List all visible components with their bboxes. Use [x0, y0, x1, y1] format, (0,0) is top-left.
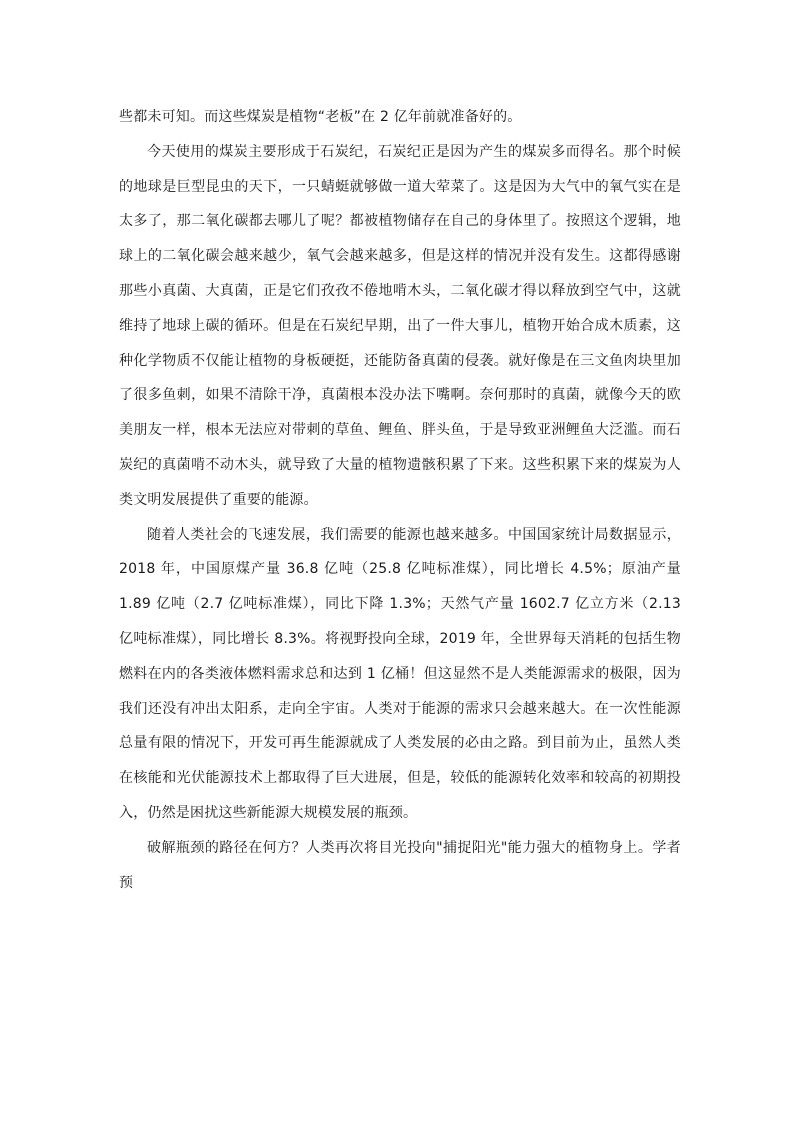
paragraph-2: 今天使用的煤炭主要形成于石炭纪，石炭纪正是因为产生的煤炭多而得名。那个时候的地球是巨型昆虫的天下，一只蜻蜓就够做一道大荤菜了。这是因为大气中的氧气实在是太多了，那二氧化碳都去哪儿了呢？都被植物储存在自己的身体里了。按照这个逻辑，地球上的二氧化碳会越来越少，氧气会越来越多，但是这样的情况并没有发生。这都得感谢那些小真菌、大真菌，正是它们孜孜不倦地啃木头，二氧化碳才得以释放到空气中，这就维持了地球上碳的循环。但是在石炭纪早期，出了一件大事儿，植物开始合成木质素，这种化学物质不仅能让植物的身板硬挺，还能防备真菌的侵袭。就好像是在三文鱼肉块里加了很多鱼刺，如果不清除干净，真菌根本没办法下嘴啊。奈何那时的真菌，就像今天的欧美朋友一样，根本无法应对带刺的草鱼、鲤鱼、胖头鱼，于是导致亚洲鲤鱼大泛滥。而石炭纪的真菌啃不动木头，就导致了大量的植物遗骸积累了下来。这些积累下来的煤炭为人类文明发展提供了重要的能源。: [119, 143, 681, 508]
paragraph-3: 随着人类社会的飞速发展，我们需要的能源也越来越多。中国国家统计局数据显示，2018 年，中国原煤产量 36.8 亿吨（25.8 亿吨标准煤），同比增长 4.5%；原油产量 1.89 亿吨（2.7 亿吨标准煤），同比下降 1.3%；天然气产量 1602.7 亿立方米（2.13 亿吨标准煤），同比增长 8.3%。将视野投向全球，2019 年，全世界每天消耗的包括生物燃料在内的各类液体燃料需求总和达到 1 亿桶！但这显然不是人类能源需求的极限，因为我们还没有冲出太阳系，走向全宇宙。人类对于能源的需求只会越来越大。在一次性能源总量有限的情况下，开发可再生能源就成了人类发展的必由之路。到目前为止，虽然人类在核能和光伏能源技术上都取得了巨大进展，但是，较低的能源转化效率和较高的初期投入，仍然是困扰这些新能源大规模发展的瓶颈。: [119, 526, 681, 821]
paragraph-4: 破解瓶颈的路径在何方？人类再次将目光投向"捕捉阳光"能力强大的植物身上。学者预: [119, 839, 681, 891]
paragraph-1: 些都未可知。而这些煤炭是植物“老板”在 2 亿年前就准备好的。: [119, 109, 522, 125]
document-page: [119, 100, 681, 900]
